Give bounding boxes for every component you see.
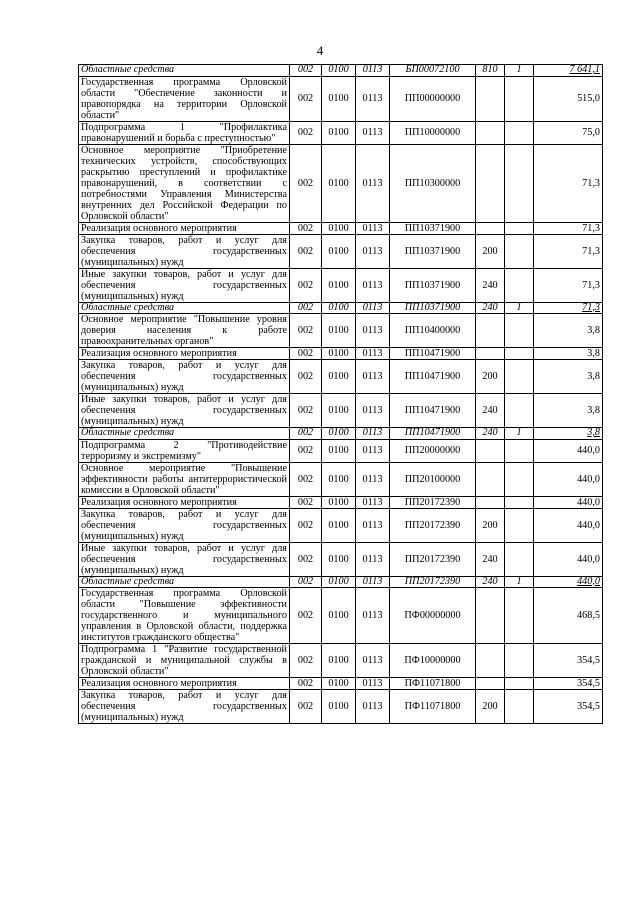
cell-row-name: Основное мероприятие "Повышение эффективности работы антитеррористической комиссии в Орловской области" xyxy=(79,462,290,496)
cell-col-dop xyxy=(505,542,534,576)
cell-col-dop xyxy=(505,644,534,678)
cell-col-rz: 0100 xyxy=(322,508,356,542)
cell-col-vr: 240 xyxy=(476,428,505,440)
cell-col-pr: 0113 xyxy=(356,144,390,222)
cell-col-sum: 7 641,1 xyxy=(534,65,603,77)
cell-row-name: Закупка товаров, работ и услуг для обеспечения государственных (муниципальных) нужд xyxy=(79,690,290,724)
cell-col-rz: 0100 xyxy=(322,76,356,121)
cell-col-vr xyxy=(476,222,505,234)
cell-col-pr: 0113 xyxy=(356,360,390,394)
cell-col-rz: 0100 xyxy=(322,65,356,77)
cell-col-dop xyxy=(505,121,534,144)
cell-col-pr: 0113 xyxy=(356,496,390,508)
cell-col-rz: 0100 xyxy=(322,690,356,724)
cell-col-pr: 0113 xyxy=(356,76,390,121)
cell-row-name: Основное мероприятие "Повышение уровня доверия населения к работе правоохранительных органов" xyxy=(79,314,290,348)
cell-col-dop xyxy=(505,314,534,348)
cell-col-pr: 0113 xyxy=(356,678,390,690)
cell-col-dop xyxy=(505,462,534,496)
cell-col-sum: 71,3 xyxy=(534,234,603,268)
cell-row-name: Реализация основного мероприятия xyxy=(79,678,290,690)
cell-row-name: Государственная программа Орловской области "Обеспечение законности и правопорядка на территории Орловской области" xyxy=(79,76,290,121)
cell-col-rz: 0100 xyxy=(322,644,356,678)
cell-col-gr: 002 xyxy=(290,360,322,394)
cell-col-rz: 0100 xyxy=(322,576,356,588)
cell-col-vr xyxy=(476,496,505,508)
cell-row-name: Реализация основного мероприятия xyxy=(79,222,290,234)
cell-col-cs: ПФ11071800 xyxy=(390,678,476,690)
cell-col-pr: 0113 xyxy=(356,65,390,77)
cell-col-rz: 0100 xyxy=(322,428,356,440)
table-row xyxy=(79,508,603,542)
cell-col-gr: 002 xyxy=(290,678,322,690)
cell-col-cs: ПП10400000 xyxy=(390,314,476,348)
cell-row-name: Реализация основного мероприятия xyxy=(79,348,290,360)
cell-col-pr: 0113 xyxy=(356,314,390,348)
budget-table-body xyxy=(79,65,603,724)
cell-col-dop xyxy=(505,690,534,724)
cell-col-vr: 200 xyxy=(476,234,505,268)
table-row xyxy=(79,360,603,394)
cell-col-cs: ПП20172390 xyxy=(390,508,476,542)
cell-row-name: Областные средства xyxy=(79,428,290,440)
cell-row-name: Подпрограмма 2 "Противодействие терроризму и экстремизму" xyxy=(79,439,290,462)
cell-col-cs: ПП10371900 xyxy=(390,222,476,234)
cell-col-vr: 240 xyxy=(476,576,505,588)
cell-col-cs: ПП10300000 xyxy=(390,144,476,222)
cell-row-name: Иные закупки товаров, работ и услуг для обеспечения государственных (муниципальных) нужд xyxy=(79,268,290,302)
cell-col-vr: 240 xyxy=(476,394,505,428)
cell-col-rz: 0100 xyxy=(322,678,356,690)
cell-col-rz: 0100 xyxy=(322,360,356,394)
cell-col-dop xyxy=(505,234,534,268)
cell-col-dop xyxy=(505,496,534,508)
cell-col-sum: 3,8 xyxy=(534,428,603,440)
cell-col-dop: 1 xyxy=(505,302,534,314)
cell-col-sum: 440,0 xyxy=(534,542,603,576)
cell-row-name: Реализация основного мероприятия xyxy=(79,496,290,508)
cell-col-rz: 0100 xyxy=(322,222,356,234)
cell-col-gr: 002 xyxy=(290,496,322,508)
cell-col-sum: 71,3 xyxy=(534,268,603,302)
cell-col-dop xyxy=(505,439,534,462)
table-row xyxy=(79,222,603,234)
cell-col-rz: 0100 xyxy=(322,144,356,222)
cell-col-pr: 0113 xyxy=(356,348,390,360)
cell-col-vr xyxy=(476,439,505,462)
cell-col-vr xyxy=(476,348,505,360)
cell-col-gr: 002 xyxy=(290,462,322,496)
cell-row-name: Подпрограмма 1 "Профилактика правонарушений и борьба с преступностью" xyxy=(79,121,290,144)
table-row xyxy=(79,496,603,508)
cell-col-vr: 200 xyxy=(476,360,505,394)
cell-col-gr: 002 xyxy=(290,690,322,724)
cell-col-vr: 240 xyxy=(476,302,505,314)
cell-col-rz: 0100 xyxy=(322,314,356,348)
cell-col-cs: ПП10471900 xyxy=(390,428,476,440)
cell-col-cs: ПП20000000 xyxy=(390,439,476,462)
cell-col-rz: 0100 xyxy=(322,462,356,496)
cell-col-gr: 002 xyxy=(290,234,322,268)
cell-col-pr: 0113 xyxy=(356,439,390,462)
cell-col-dop xyxy=(505,678,534,690)
cell-col-cs: ПП20172390 xyxy=(390,542,476,576)
cell-col-sum: 3,8 xyxy=(534,314,603,348)
cell-col-rz: 0100 xyxy=(322,496,356,508)
cell-col-gr: 002 xyxy=(290,348,322,360)
cell-col-vr xyxy=(476,644,505,678)
regional-funds-row xyxy=(79,302,603,314)
cell-col-sum: 440,0 xyxy=(534,496,603,508)
regional-funds-row xyxy=(79,428,603,440)
table-row xyxy=(79,462,603,496)
table-row xyxy=(79,690,603,724)
cell-col-vr: 200 xyxy=(476,508,505,542)
cell-row-name: Закупка товаров, работ и услуг для обеспечения государственных (муниципальных) нужд xyxy=(79,360,290,394)
cell-col-pr: 0113 xyxy=(356,394,390,428)
table-row xyxy=(79,268,603,302)
cell-col-gr: 002 xyxy=(290,576,322,588)
cell-col-cs: ПП10471900 xyxy=(390,348,476,360)
cell-col-pr: 0113 xyxy=(356,222,390,234)
cell-row-name: Областные средства xyxy=(79,576,290,588)
cell-col-pr: 0113 xyxy=(356,268,390,302)
cell-col-sum: 440,0 xyxy=(534,462,603,496)
cell-col-cs: БП00072100 xyxy=(390,65,476,77)
cell-col-vr xyxy=(476,121,505,144)
cell-col-pr: 0113 xyxy=(356,462,390,496)
cell-row-name: Закупка товаров, работ и услуг для обеспечения государственных (муниципальных) нужд xyxy=(79,508,290,542)
table-row xyxy=(79,144,603,222)
regional-funds-row xyxy=(79,576,603,588)
cell-col-vr: 240 xyxy=(476,268,505,302)
cell-col-gr: 002 xyxy=(290,439,322,462)
cell-col-vr: 240 xyxy=(476,542,505,576)
cell-col-sum: 75,0 xyxy=(534,121,603,144)
table-row xyxy=(79,678,603,690)
cell-col-dop xyxy=(505,508,534,542)
cell-col-gr: 002 xyxy=(290,121,322,144)
cell-col-gr: 002 xyxy=(290,394,322,428)
cell-col-rz: 0100 xyxy=(322,234,356,268)
table-row xyxy=(79,394,603,428)
cell-col-gr: 002 xyxy=(290,76,322,121)
cell-col-pr: 0113 xyxy=(356,428,390,440)
cell-col-cs: ПФ10000000 xyxy=(390,644,476,678)
cell-col-cs: ПП20100000 xyxy=(390,462,476,496)
cell-col-sum: 71,3 xyxy=(534,222,603,234)
cell-col-pr: 0113 xyxy=(356,121,390,144)
cell-col-gr: 002 xyxy=(290,314,322,348)
table-row xyxy=(79,542,603,576)
cell-row-name: Закупка товаров, работ и услуг для обеспечения государственных (муниципальных) нужд xyxy=(79,234,290,268)
cell-col-dop xyxy=(505,348,534,360)
cell-col-pr: 0113 xyxy=(356,576,390,588)
cell-col-sum: 71,3 xyxy=(534,144,603,222)
table-row xyxy=(79,76,603,121)
cell-col-vr xyxy=(476,314,505,348)
cell-col-gr: 002 xyxy=(290,222,322,234)
cell-col-vr xyxy=(476,678,505,690)
cell-col-sum: 3,8 xyxy=(534,348,603,360)
cell-col-dop xyxy=(505,394,534,428)
cell-col-dop xyxy=(505,268,534,302)
cell-col-pr: 0113 xyxy=(356,644,390,678)
cell-col-dop xyxy=(505,360,534,394)
cell-row-name: Иные закупки товаров, работ и услуг для обеспечения государственных (муниципальных) нужд xyxy=(79,394,290,428)
cell-col-gr: 002 xyxy=(290,144,322,222)
cell-col-gr: 002 xyxy=(290,508,322,542)
cell-col-gr: 002 xyxy=(290,428,322,440)
cell-col-cs: ПП10471900 xyxy=(390,360,476,394)
cell-col-vr xyxy=(476,462,505,496)
cell-col-sum: 440,0 xyxy=(534,576,603,588)
cell-col-rz: 0100 xyxy=(322,302,356,314)
cell-col-cs: ПП00000000 xyxy=(390,76,476,121)
cell-row-name: Областные средства xyxy=(79,65,290,77)
cell-col-sum: 440,0 xyxy=(534,508,603,542)
cell-col-sum: 468,5 xyxy=(534,588,603,644)
cell-col-gr: 002 xyxy=(290,268,322,302)
cell-col-sum: 440,0 xyxy=(534,439,603,462)
cell-row-name: Иные закупки товаров, работ и услуг для обеспечения государственных (муниципальных) нужд xyxy=(79,542,290,576)
cell-col-gr: 002 xyxy=(290,65,322,77)
table-row xyxy=(79,121,603,144)
cell-col-gr: 002 xyxy=(290,644,322,678)
cell-row-name: Областные средства xyxy=(79,302,290,314)
cell-col-pr: 0113 xyxy=(356,302,390,314)
cell-col-rz: 0100 xyxy=(322,348,356,360)
table-row xyxy=(79,588,603,644)
cell-col-sum: 515,0 xyxy=(534,76,603,121)
cell-col-sum: 354,5 xyxy=(534,678,603,690)
cell-row-name: Государственная программа Орловской области "Повышение эффективности государственного и муниципального управления в Орловской области, поддержка институтов гражданского общества" xyxy=(79,588,290,644)
cell-col-sum: 3,8 xyxy=(534,394,603,428)
cell-col-dop: 1 xyxy=(505,65,534,77)
page-number: 4 xyxy=(316,43,324,58)
cell-col-cs: ПП10371900 xyxy=(390,268,476,302)
table-row xyxy=(79,644,603,678)
cell-col-pr: 0113 xyxy=(356,234,390,268)
cell-col-gr: 002 xyxy=(290,588,322,644)
cell-col-dop xyxy=(505,144,534,222)
cell-col-pr: 0113 xyxy=(356,690,390,724)
cell-col-rz: 0100 xyxy=(322,121,356,144)
cell-col-sum: 354,5 xyxy=(534,690,603,724)
regional-funds-row xyxy=(79,65,603,77)
cell-col-vr xyxy=(476,144,505,222)
cell-col-rz: 0100 xyxy=(322,394,356,428)
cell-col-gr: 002 xyxy=(290,542,322,576)
cell-col-cs: ПП20172390 xyxy=(390,496,476,508)
cell-col-cs: ПП10000000 xyxy=(390,121,476,144)
cell-col-vr: 810 xyxy=(476,65,505,77)
cell-col-vr: 200 xyxy=(476,690,505,724)
cell-col-rz: 0100 xyxy=(322,439,356,462)
cell-col-cs: ПП10371900 xyxy=(390,234,476,268)
cell-col-dop: 1 xyxy=(505,576,534,588)
cell-col-gr: 002 xyxy=(290,302,322,314)
cell-col-cs: ПФ11071800 xyxy=(390,690,476,724)
table-row xyxy=(79,348,603,360)
cell-col-dop xyxy=(505,222,534,234)
table-row xyxy=(79,439,603,462)
cell-col-cs: ПП20172390 xyxy=(390,576,476,588)
budget-table xyxy=(78,64,603,724)
cell-row-name: Основное мероприятие "Приобретение технических устройств, способствующих раскрытию преступлений и профилактике правонарушений, в соответствии с потребностями Управления Министерства внутренних дел Российской Федерации по Орловской области" xyxy=(79,144,290,222)
cell-col-sum: 354,5 xyxy=(534,644,603,678)
cell-col-vr xyxy=(476,588,505,644)
cell-col-pr: 0113 xyxy=(356,542,390,576)
cell-col-cs: ПФ00000000 xyxy=(390,588,476,644)
table-row xyxy=(79,234,603,268)
cell-row-name: Подпрограмма 1 "Развитие государственной гражданской и муниципальной службы в Орловской области" xyxy=(79,644,290,678)
cell-col-rz: 0100 xyxy=(322,542,356,576)
cell-col-vr xyxy=(476,76,505,121)
cell-col-sum: 71,3 xyxy=(534,302,603,314)
cell-col-pr: 0113 xyxy=(356,588,390,644)
cell-col-sum: 3,8 xyxy=(534,360,603,394)
cell-col-rz: 0100 xyxy=(322,588,356,644)
cell-col-cs: ПП10471900 xyxy=(390,394,476,428)
cell-col-pr: 0113 xyxy=(356,508,390,542)
cell-col-dop xyxy=(505,76,534,121)
table-row xyxy=(79,314,603,348)
cell-col-rz: 0100 xyxy=(322,268,356,302)
cell-col-dop: 1 xyxy=(505,428,534,440)
cell-col-dop xyxy=(505,588,534,644)
cell-col-cs: ПП10371900 xyxy=(390,302,476,314)
